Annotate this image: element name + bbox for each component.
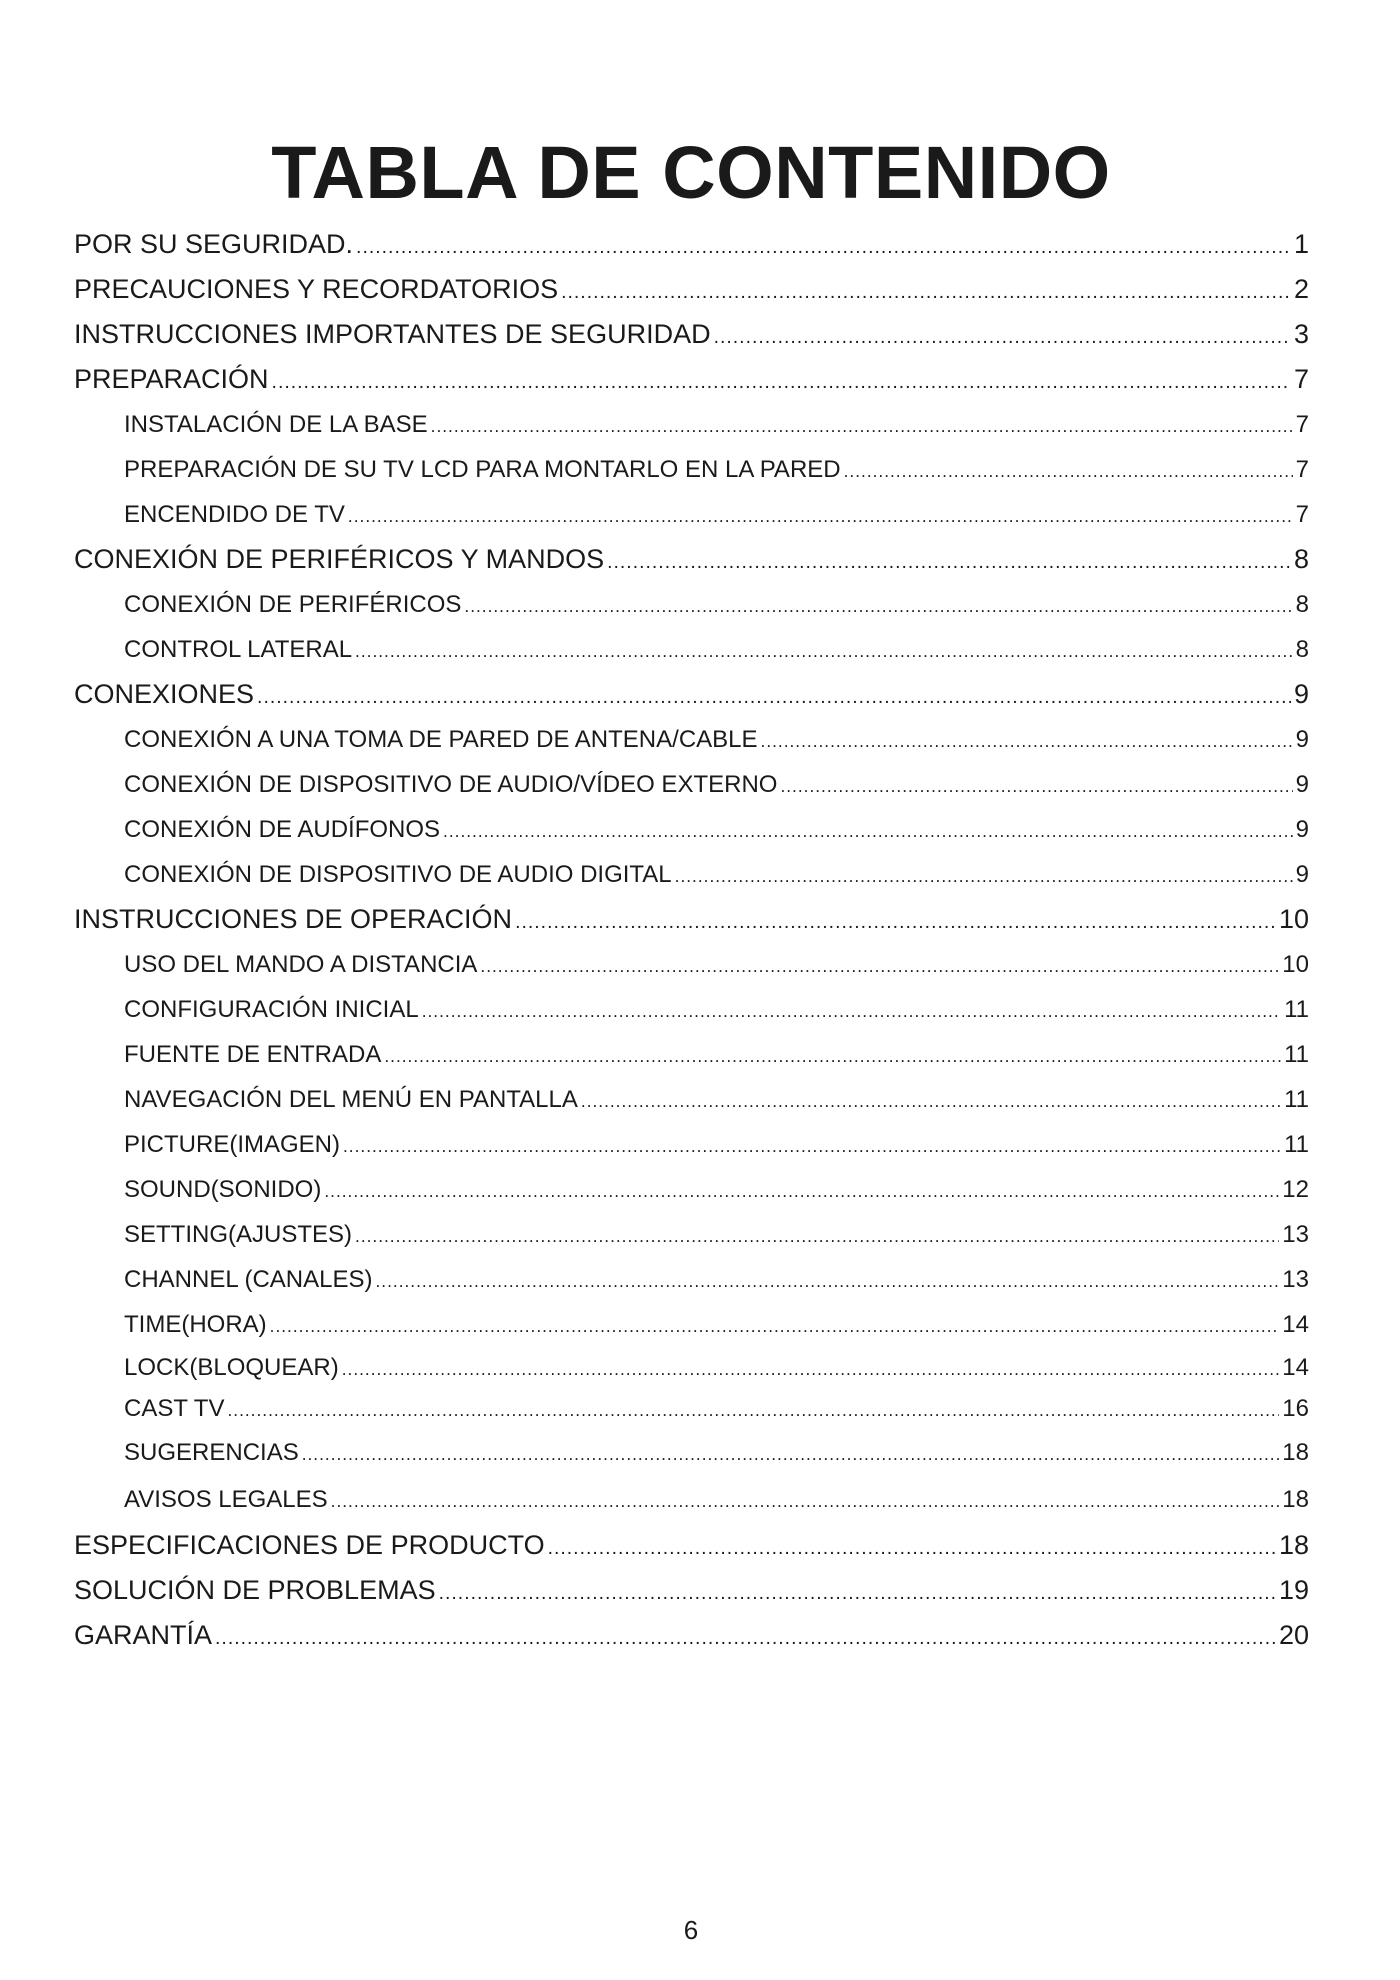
dot-leader xyxy=(561,270,1291,312)
toc-entry-page: 14 xyxy=(1282,1311,1309,1338)
toc-subentry[interactable] xyxy=(74,987,1309,1032)
toc-entry-page: 16 xyxy=(1282,1395,1309,1422)
toc-entry-title: ESPECIFICACIONES DE PRODUCTO xyxy=(74,1530,545,1560)
toc-entry-title: INSTRUCCIONES IMPORTANTES DE SEGURIDAD xyxy=(74,319,711,349)
toc-entry-title: CAST TV xyxy=(124,1395,225,1422)
toc-entry-page: 7 xyxy=(1295,411,1309,438)
dot-leader xyxy=(376,1259,1280,1302)
toc-subentry[interactable] xyxy=(74,447,1309,492)
toc-subentry[interactable] xyxy=(74,1032,1309,1077)
toc-entry-title: ENCENDIDO DE TV xyxy=(124,501,345,528)
toc-subentry[interactable] xyxy=(74,1302,1309,1347)
dot-leader xyxy=(844,449,1293,492)
toc-entry[interactable] xyxy=(74,897,1309,942)
toc-entry-title: CONEXIONES xyxy=(74,679,255,709)
toc-subentry[interactable] xyxy=(74,582,1309,627)
toc-entry-page: 18 xyxy=(1282,1486,1309,1513)
toc-entry-title: CONFIGURACIÓN INICIAL xyxy=(124,996,419,1023)
toc-entry-title: CONEXIÓN DE PERIFÉRICOS Y MANDOS xyxy=(74,544,605,574)
dot-leader xyxy=(480,944,1279,987)
toc-subentry[interactable] xyxy=(74,402,1309,447)
toc-entry-page: 13 xyxy=(1282,1221,1309,1248)
toc-entry-page: 18 xyxy=(1282,1439,1309,1466)
toc-entry-title: CONEXIÓN A UNA TOMA DE PARED DE ANTENA/CABLE xyxy=(124,726,758,753)
dot-leader xyxy=(227,1390,1279,1429)
toc-entry[interactable] xyxy=(74,1613,1309,1658)
dot-leader xyxy=(439,1571,1276,1613)
toc-entry-title: USO DEL MANDO A DISTANCIA xyxy=(124,951,478,978)
toc-entry-page: 1 xyxy=(1293,229,1309,259)
toc-entry-title: CONEXIÓN DE DISPOSITIVO DE AUDIO DIGITAL xyxy=(124,861,672,888)
toc-entry-page: 7 xyxy=(1295,456,1309,483)
toc-entry-page: 9 xyxy=(1293,679,1309,709)
dot-leader xyxy=(714,315,1291,357)
toc-entry-page: 13 xyxy=(1282,1266,1309,1293)
dot-leader xyxy=(356,225,1291,267)
toc-entry-page: 11 xyxy=(1284,1086,1309,1113)
toc-entry-title: CONEXIÓN DE AUDÍFONOS xyxy=(124,816,441,843)
toc-subentry[interactable] xyxy=(74,1077,1309,1122)
toc-entry[interactable] xyxy=(74,672,1309,717)
toc-entry-title: TIME(HORA) xyxy=(124,1311,267,1338)
toc-subentry[interactable] xyxy=(74,1476,1309,1523)
toc-entry[interactable] xyxy=(74,312,1309,357)
toc-subentry[interactable] xyxy=(74,1388,1309,1429)
toc-entry-title: POR SU SEGURIDAD. xyxy=(74,229,354,259)
toc-entry-page: 7 xyxy=(1295,501,1309,528)
toc-entry-page: 10 xyxy=(1278,904,1309,934)
toc-subentry[interactable] xyxy=(74,1347,1309,1388)
toc-entry-page: 14 xyxy=(1282,1354,1309,1381)
dot-leader xyxy=(515,900,1276,942)
toc-entry-title: SOLUCIÓN DE PROBLEMAS xyxy=(74,1575,436,1605)
toc-entry-title: CONEXIÓN DE PERIFÉRICOS xyxy=(124,591,462,618)
toc-entry-page: 9 xyxy=(1295,816,1309,843)
toc-subentry[interactable] xyxy=(74,1429,1309,1476)
dot-leader xyxy=(343,1124,1281,1167)
toc-subentry[interactable] xyxy=(74,492,1309,537)
dot-leader xyxy=(257,675,1291,717)
toc-entry-page: 19 xyxy=(1278,1575,1309,1605)
toc-entry-title: PREPARACIÓN xyxy=(74,364,269,394)
page-number: 6 xyxy=(683,1915,699,1945)
toc-subentry[interactable] xyxy=(74,807,1309,852)
toc-entry-page: 7 xyxy=(1293,364,1309,394)
toc-entry-page: 8 xyxy=(1295,591,1309,618)
dot-leader xyxy=(581,1079,1281,1122)
toc-entry-title: CONTROL LATERAL xyxy=(124,636,353,663)
toc-entry-page: 8 xyxy=(1293,544,1309,574)
toc-entry-title: CHANNEL (CANALES) xyxy=(124,1266,373,1293)
dot-leader xyxy=(270,1304,1280,1347)
dot-leader xyxy=(348,494,1293,537)
dot-leader xyxy=(355,1214,1279,1257)
toc-entry-page: 9 xyxy=(1295,726,1309,753)
toc-entry-title: GARANTÍA xyxy=(74,1620,213,1650)
toc-subentry[interactable] xyxy=(74,1122,1309,1167)
dot-leader xyxy=(355,629,1293,672)
toc-subentry[interactable] xyxy=(74,1257,1309,1302)
dot-leader xyxy=(443,809,1293,852)
toc-entry-page: 9 xyxy=(1295,861,1309,888)
dot-leader xyxy=(422,989,1281,1032)
toc-entry-title: SOUND(SONIDO) xyxy=(124,1176,322,1203)
toc-subentry[interactable] xyxy=(74,1212,1309,1257)
toc-entry-page: 18 xyxy=(1278,1530,1309,1560)
toc-entry[interactable] xyxy=(74,1568,1309,1613)
toc-entry-page: 12 xyxy=(1282,1176,1309,1203)
toc-entry[interactable] xyxy=(74,267,1309,312)
toc-entry-title: INSTALACIÓN DE LA BASE xyxy=(124,411,428,438)
toc-subentry[interactable] xyxy=(74,627,1309,672)
dot-leader xyxy=(384,1034,1281,1077)
toc-subentry[interactable] xyxy=(74,942,1309,987)
dot-leader xyxy=(607,540,1291,582)
toc-entry-title: SETTING(AJUSTES) xyxy=(124,1221,353,1248)
toc-entry-title: LOCK(BLOQUEAR) xyxy=(124,1354,339,1381)
toc-entry-title: AVISOS LEGALES xyxy=(124,1486,328,1513)
dot-leader xyxy=(780,764,1292,807)
toc-entry-title: NAVEGACIÓN DEL MENÚ EN PANTALLA xyxy=(124,1086,578,1113)
dot-leader xyxy=(342,1349,1280,1388)
toc-entry[interactable] xyxy=(74,222,1309,267)
page-title: TABLA DE CONTENIDO xyxy=(271,131,1111,214)
toc-entry-page: 11 xyxy=(1284,996,1309,1023)
toc-subentry[interactable] xyxy=(74,717,1309,762)
toc-entry[interactable] xyxy=(74,1523,1309,1568)
toc-entry-page: 8 xyxy=(1295,636,1309,663)
dot-leader xyxy=(215,1616,1276,1658)
toc-entry-title: CONEXIÓN DE DISPOSITIVO DE AUDIO/VÍDEO EXTERNO xyxy=(124,771,778,798)
toc-entry-page: 9 xyxy=(1295,771,1309,798)
toc-entry-page: 11 xyxy=(1284,1131,1309,1158)
toc-entry-title: INSTRUCCIONES DE OPERACIÓN xyxy=(74,904,513,934)
dot-leader xyxy=(431,404,1293,447)
toc-subentry[interactable] xyxy=(74,1167,1309,1212)
dot-leader xyxy=(675,854,1293,897)
toc-entry-title: PICTURE(IMAGEN) xyxy=(124,1131,340,1158)
toc-entry-page: 3 xyxy=(1293,319,1309,349)
dot-leader xyxy=(302,1431,1280,1476)
toc-entry-page: 2 xyxy=(1293,274,1309,304)
toc-entry[interactable] xyxy=(74,537,1309,582)
dot-leader xyxy=(272,360,1291,402)
toc-entry-page: 11 xyxy=(1284,1041,1309,1068)
dot-leader xyxy=(331,1478,1280,1523)
table-of-contents xyxy=(74,222,1309,1658)
toc-entry[interactable] xyxy=(74,357,1309,402)
toc-entry-title: PRECAUCIONES Y RECORDATORIOS xyxy=(74,274,559,304)
toc-entry-title: FUENTE DE ENTRADA xyxy=(124,1041,382,1068)
dot-leader xyxy=(324,1169,1279,1212)
toc-subentry[interactable] xyxy=(74,852,1309,897)
toc-entry-title: SUGERENCIAS xyxy=(124,1439,299,1466)
toc-entry-title: PREPARACIÓN DE SU TV LCD PARA MONTARLO EN LA PARED xyxy=(124,456,841,483)
toc-entry-page: 20 xyxy=(1278,1620,1309,1650)
dot-leader xyxy=(548,1526,1276,1568)
toc-entry-page: 10 xyxy=(1282,951,1309,978)
toc-subentry[interactable] xyxy=(74,762,1309,807)
dot-leader xyxy=(464,584,1292,627)
dot-leader xyxy=(761,719,1293,762)
